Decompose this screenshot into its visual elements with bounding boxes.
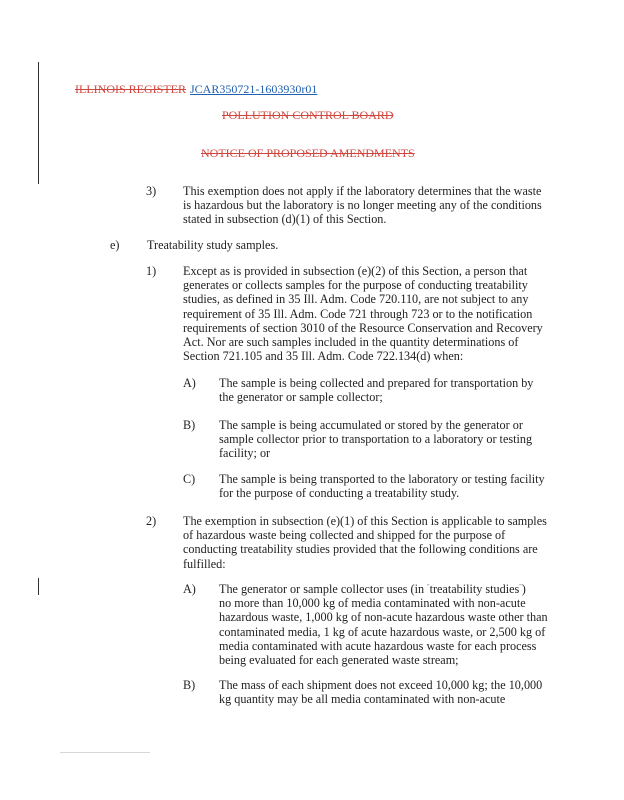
item-e1A-text xyxy=(219,376,533,404)
item-e-text: Treatability study samples. xyxy=(147,238,279,252)
item-e2-label: 2) xyxy=(146,514,157,528)
item-e2A-term: treatability studies xyxy=(429,582,520,596)
item-e1B-label: B) xyxy=(183,418,196,432)
item-e1C-label: C) xyxy=(183,472,196,486)
item-e2B-text xyxy=(219,678,542,706)
item-d3-line: This exemption does not apply if the laboratory determines that the waste xyxy=(183,184,542,198)
item-e1-line: generates or collects samples for the purpose of conducting treatability xyxy=(183,278,528,293)
item-e-label: e) xyxy=(110,238,120,252)
register-header xyxy=(75,82,317,96)
item-e1A-line: The sample is being collected and prepared for transportation by xyxy=(219,376,534,390)
item-d3-label: 3) xyxy=(146,184,157,198)
item-e1B-line: sample collector prior to transportation to a laboratory or testing xyxy=(219,432,533,447)
item-e2A-line: media contaminated with acute hazardous waste for each process xyxy=(219,638,537,653)
item-e1B-line: facility; or xyxy=(219,446,271,461)
item-e1-line: requirement of 35 Ill. Adm. Code 721 through 723 or to the notification xyxy=(183,306,533,321)
item-e2-text xyxy=(183,514,547,571)
item-e2B-line: The mass of each shipment does not exceed 10,000 kg; the 10,000 xyxy=(219,678,543,692)
item-e1C-line: for the purpose of conducting a treatability study. xyxy=(219,486,460,501)
item-e1B-text xyxy=(219,418,532,461)
item-e1B-line: The sample is being accumulated or stored by the generator or xyxy=(219,418,523,432)
item-e2A-line: no more than 10,000 kg of media contaminated with non-acute xyxy=(219,596,526,611)
revision-bar-middle xyxy=(38,578,39,595)
item-e1-line: Except as is provided in subsection (e)(2) of this Section, a person that xyxy=(183,264,528,278)
item-e2-line: conducting treatability studies provided that the following conditions are xyxy=(183,542,538,557)
item-d3-line: is hazardous but the laboratory is no longer meeting any of the conditions xyxy=(183,198,542,213)
insert-quote-mark: " xyxy=(427,583,430,590)
item-e2A-suffix: ) xyxy=(521,582,526,596)
item-e1A-label: A) xyxy=(183,376,196,390)
item-e2A-label: A) xyxy=(183,582,196,596)
item-e2A-line: contaminated media, 1 kg of acute hazardous waste, or 2,500 kg of xyxy=(219,624,546,639)
revision-bar-top xyxy=(38,62,39,184)
item-e1-text xyxy=(183,264,543,363)
item-e2-line: of hazardous waste being collected and shipped for the purpose of xyxy=(183,528,506,543)
item-e2A-prefix: The generator or sample collector uses (in xyxy=(219,582,428,596)
register-inserted-text: JCAR350721-1603930r01 xyxy=(190,82,318,96)
item-e2-line: The exemption in subsection (e)(1) of this Section is applicable to samples xyxy=(183,514,547,528)
item-e1C-line: The sample is being transported to the laboratory or testing facility xyxy=(219,472,545,486)
item-e1A-line: the generator or sample collector; xyxy=(219,390,383,405)
item-e1-line: studies, as defined in 35 Ill. Adm. Code 720.110, are not subject to any xyxy=(183,292,529,307)
footer-rule xyxy=(60,752,150,753)
item-e1C-text xyxy=(219,472,545,500)
item-e1-line: Section 721.105 and 35 Ill. Adm. Code 722.134(d) when: xyxy=(183,349,464,364)
item-e2A-line: being evaluated for each generated waste stream; xyxy=(219,653,459,668)
item-e2B-line: kg quantity may be all media contaminated with non-acute xyxy=(219,692,506,707)
item-e2A-first-line xyxy=(219,582,548,596)
item-e2A-line: hazardous waste, 1,000 kg of non-acute hazardous waste other than xyxy=(219,610,548,625)
register-deleted-text: ILLINOIS REGISTER xyxy=(75,82,186,96)
item-e1-label: 1) xyxy=(146,264,157,278)
item-d3-text xyxy=(183,184,542,227)
item-e1-line: Act. Nor are such samples included in the quantity determinations of xyxy=(183,335,519,350)
item-e2B-label: B) xyxy=(183,678,196,692)
insert-quote-mark: " xyxy=(519,583,522,590)
item-d3-line: stated in subsection (d)(1) of this Section. xyxy=(183,212,387,227)
item-e2A-text xyxy=(219,582,548,667)
item-e1-line: requirements of section 3010 of the Resource Conservation and Recovery xyxy=(183,320,543,335)
item-e2-line: fulfilled: xyxy=(183,556,226,571)
board-header: POLLUTION CONTROL BOARD xyxy=(222,108,394,122)
notice-header: NOTICE OF PROPOSED AMENDMENTS xyxy=(201,146,415,160)
